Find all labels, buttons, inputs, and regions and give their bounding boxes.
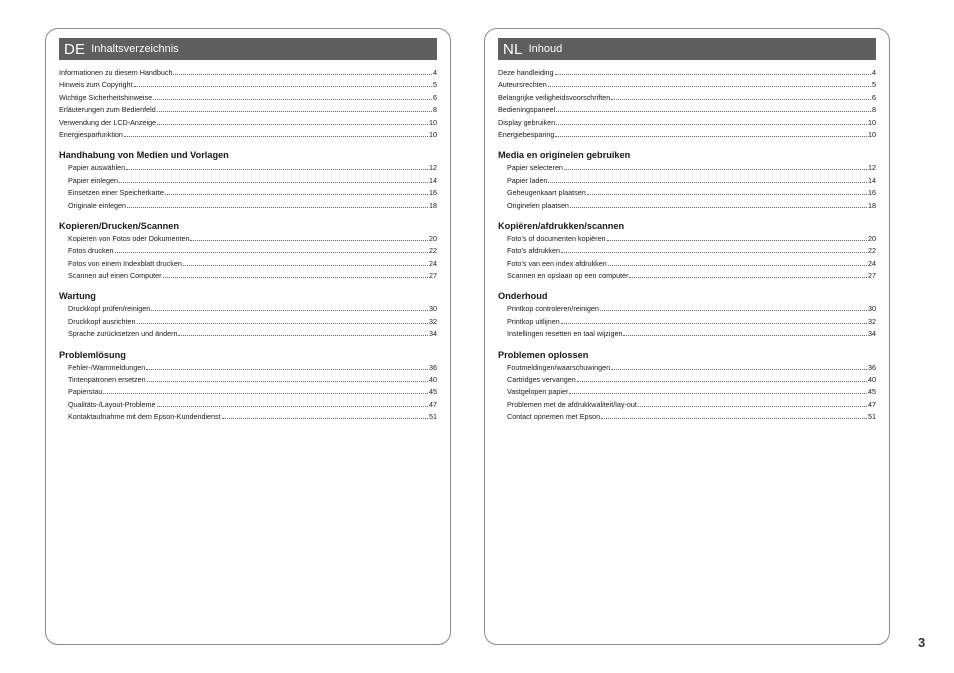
dot-leader xyxy=(555,68,871,75)
toc-entry-page: 24 xyxy=(868,258,876,268)
toc-entry[interactable] xyxy=(59,362,437,374)
toc-entry-page: 5 xyxy=(433,80,437,90)
toc-entry-page: 45 xyxy=(868,387,876,397)
toc-entry-page: 10 xyxy=(868,129,876,139)
toc-entry[interactable] xyxy=(59,399,437,411)
dot-leader xyxy=(124,130,428,137)
toc-entry-label: Belangrijke veiligheidsvoorschriften xyxy=(498,92,611,102)
toc-entry-label: Erläuterungen zum Bedienfeld xyxy=(59,105,156,115)
toc-entry-label: Qualitäts-/Layout-Probleme xyxy=(68,399,156,409)
toc-panel-nl xyxy=(484,28,890,645)
toc-entry-page: 24 xyxy=(429,258,437,268)
dot-leader xyxy=(222,412,428,419)
toc-entry-label: Geheugenkaart plaatsen xyxy=(507,188,586,198)
language-code: DE xyxy=(64,40,86,58)
toc-section-heading[interactable]: Problemlösung xyxy=(59,349,126,360)
toc-entry-page: 27 xyxy=(429,271,437,281)
dot-leader xyxy=(548,80,871,87)
toc-entry[interactable] xyxy=(498,129,876,141)
language-code: NL xyxy=(503,40,523,58)
dot-leader xyxy=(601,412,867,419)
dot-leader xyxy=(137,317,428,324)
dot-leader xyxy=(173,68,432,75)
dot-leader xyxy=(623,329,867,336)
toc-section-heading[interactable]: Problemen oplossen xyxy=(498,349,589,360)
toc-entry[interactable] xyxy=(59,162,437,174)
toc-entry-page: 6 xyxy=(433,92,437,102)
toc-entry-page: 16 xyxy=(868,188,876,198)
dot-leader xyxy=(157,105,432,112)
toc-entry-page: 18 xyxy=(429,200,437,210)
toc-entry[interactable] xyxy=(59,258,437,270)
toc-entry-label: Scannen auf einen Computer xyxy=(68,271,162,281)
toc-entry-label: Papier selecteren xyxy=(507,163,563,173)
toc-section-heading[interactable]: Handhabung von Medien und Vorlagen xyxy=(59,150,229,161)
toc-entry-label: Bedieningspaneel xyxy=(498,105,556,115)
toc-entry[interactable] xyxy=(498,258,876,270)
toc-entry-label: Papier laden xyxy=(507,175,548,185)
toc-entry-label: Cartridges vervangen xyxy=(507,375,576,385)
toc-entry-label: Fotos von einem Indexblatt drucken xyxy=(68,258,182,268)
toc-entry[interactable] xyxy=(498,386,876,398)
toc-entry-page: 51 xyxy=(868,412,876,422)
toc-entry-page: 14 xyxy=(868,175,876,185)
dot-leader xyxy=(577,375,867,382)
toc-header-nl xyxy=(498,38,876,60)
toc-entry[interactable] xyxy=(498,399,876,411)
toc-entry[interactable] xyxy=(498,187,876,199)
toc-entry-page: 40 xyxy=(429,375,437,385)
dot-leader xyxy=(548,176,867,183)
dot-leader xyxy=(153,93,432,100)
dot-leader xyxy=(151,304,428,311)
toc-entry-page: 32 xyxy=(868,316,876,326)
toc-entry-label: Energiebesparing xyxy=(498,129,555,139)
toc-entry[interactable] xyxy=(59,386,437,398)
toc-entry-page: 4 xyxy=(872,68,876,77)
dot-leader xyxy=(587,188,867,195)
toc-entry-page: 8 xyxy=(872,105,876,115)
toc-entry[interactable] xyxy=(59,411,437,423)
toc-entry[interactable] xyxy=(59,175,437,187)
toc-section-heading[interactable]: Kopieren/Drucken/Scannen xyxy=(59,220,179,231)
toc-entry[interactable] xyxy=(59,200,437,212)
toc-entry[interactable] xyxy=(498,200,876,212)
dot-leader xyxy=(163,271,428,278)
toc-entry[interactable] xyxy=(498,303,876,315)
toc-entry-label: Sprache zurücksetzen und ändern xyxy=(68,329,178,339)
toc-entry-page: 10 xyxy=(868,117,876,127)
toc-title: Inhaltsverzeichnis xyxy=(91,42,179,55)
toc-entry[interactable] xyxy=(59,117,437,129)
dot-leader xyxy=(126,163,428,170)
toc-entry[interactable] xyxy=(59,92,437,104)
toc-list-de xyxy=(59,67,437,424)
page-number: 3 xyxy=(918,635,926,650)
dot-leader xyxy=(157,400,429,407)
toc-entry-page: 10 xyxy=(429,129,437,139)
dot-leader xyxy=(600,304,867,311)
toc-entry[interactable] xyxy=(59,316,437,328)
dot-leader xyxy=(570,201,867,208)
toc-entry-label: Kontaktaufnahme mit dem Epson-Kundendienst xyxy=(68,412,221,422)
toc-entry[interactable] xyxy=(59,303,437,315)
toc-entry-page: 47 xyxy=(868,399,876,409)
toc-entry[interactable] xyxy=(59,270,437,282)
toc-entry-label: Wichtige Sicherheitshinweise xyxy=(59,92,153,102)
toc-entry[interactable] xyxy=(59,233,437,245)
toc-entry-label: Kopieren von Fotos oder Dokumenten xyxy=(68,233,190,243)
toc-entry-label: Instellingen resetten en taal wijzigen xyxy=(507,329,623,339)
toc-entry-label: Contact opnemen met Epson xyxy=(507,412,601,422)
toc-entry-page: 6 xyxy=(872,92,876,102)
toc-entry[interactable] xyxy=(59,67,437,79)
toc-entry-label: Foto’s of documenten kopiëren xyxy=(507,233,606,243)
toc-entry-label: Druckkopf ausrichten xyxy=(68,316,136,326)
dot-leader xyxy=(190,234,428,241)
toc-entry-page: 27 xyxy=(868,271,876,281)
toc-section-heading[interactable]: Kopiëren/afdrukken/scannen xyxy=(498,220,625,231)
toc-entry-label: Tintenpatronen ersetzen xyxy=(68,375,146,385)
toc-entry[interactable] xyxy=(498,245,876,257)
toc-entry[interactable] xyxy=(498,374,876,386)
toc-entry-label: Papierstau xyxy=(68,387,103,397)
dot-leader xyxy=(561,246,867,253)
dot-leader xyxy=(119,176,428,183)
toc-entry-page: 12 xyxy=(868,163,876,173)
dot-leader xyxy=(134,80,433,87)
toc-entry-label: Scannen en opslaan op een computer xyxy=(507,271,629,281)
toc-entry-label: Display gebruiken xyxy=(498,117,556,127)
toc-entry-label: Vastgelopen papier xyxy=(507,387,569,397)
toc-entry[interactable] xyxy=(59,129,437,141)
dot-leader xyxy=(607,234,867,241)
toc-entry-label: Foto’s van een index afdrukken xyxy=(507,258,607,268)
dot-leader xyxy=(611,363,867,370)
toc-entry-label: Problemen met de afdrukkwaliteit/lay-out xyxy=(507,399,637,409)
toc-entry[interactable] xyxy=(498,104,876,116)
dot-leader xyxy=(146,363,428,370)
dot-leader xyxy=(178,329,428,336)
toc-entry-page: 47 xyxy=(429,399,437,409)
toc-entry[interactable] xyxy=(59,104,437,116)
dot-leader xyxy=(165,188,428,195)
toc-entry-label: Originale einlegen xyxy=(68,200,126,210)
toc-entry-label: Papier auswählen xyxy=(68,163,126,173)
toc-entry-page: 4 xyxy=(433,68,437,77)
toc-entry-page: 20 xyxy=(868,233,876,243)
dot-leader xyxy=(103,387,428,394)
dot-leader xyxy=(157,118,428,125)
toc-entry[interactable] xyxy=(59,245,437,257)
toc-list-nl xyxy=(498,67,876,424)
toc-entry-page: 16 xyxy=(429,188,437,198)
toc-entry-label: Einsetzen einer Speicherkarte xyxy=(68,188,164,198)
toc-entry[interactable] xyxy=(498,162,876,174)
toc-entry-label: Fotos drucken xyxy=(68,246,114,256)
dot-leader xyxy=(611,93,871,100)
toc-entry[interactable] xyxy=(59,374,437,386)
toc-entry-page: 34 xyxy=(868,329,876,339)
toc-entry-label: Energiesparfunktion xyxy=(59,129,123,139)
toc-entry-label: Papier einlegen xyxy=(68,175,118,185)
toc-entry-label: Informationen zu diesem Handbuch xyxy=(59,68,173,77)
toc-entry[interactable] xyxy=(59,328,437,340)
toc-entry-label: Auteursrechten xyxy=(498,80,547,90)
toc-entry-label: Printkop uitlijnen xyxy=(507,316,560,326)
toc-entry[interactable] xyxy=(59,187,437,199)
toc-entry-label: Fehler-/Warnmeldungen xyxy=(68,362,146,372)
toc-entry[interactable] xyxy=(498,117,876,129)
toc-entry-page: 5 xyxy=(872,80,876,90)
toc-entry[interactable] xyxy=(498,175,876,187)
toc-entry-label: Foto’s afdrukken xyxy=(507,246,561,256)
toc-entry[interactable] xyxy=(498,270,876,282)
toc-entry-label: Verwendung der LCD-Anzeige xyxy=(59,117,157,127)
toc-entry[interactable] xyxy=(498,79,876,91)
toc-entry-page: 22 xyxy=(868,246,876,256)
toc-entry-page: 8 xyxy=(433,105,437,115)
toc-entry-label: Hinweis zum Copyright xyxy=(59,80,133,90)
toc-entry[interactable] xyxy=(498,67,876,79)
toc-entry-page: 10 xyxy=(429,117,437,127)
toc-entry-page: 36 xyxy=(429,362,437,372)
dot-leader xyxy=(569,387,867,394)
dot-leader xyxy=(556,118,867,125)
toc-entry-page: 45 xyxy=(429,387,437,397)
toc-section-heading[interactable]: Onderhoud xyxy=(498,291,548,302)
toc-header-de xyxy=(59,38,437,60)
dot-leader xyxy=(147,375,428,382)
toc-entry[interactable] xyxy=(498,362,876,374)
toc-entry-page: 32 xyxy=(429,316,437,326)
toc-entry[interactable] xyxy=(498,316,876,328)
toc-panel-de xyxy=(45,28,451,645)
toc-entry-label: Originelen plaatsen xyxy=(507,200,569,210)
toc-entry-label: Printkop controleren/reinigen xyxy=(507,304,599,314)
dot-leader xyxy=(629,271,867,278)
toc-entry-label: Druckkopf prüfen/reinigen xyxy=(68,304,151,314)
toc-entry[interactable] xyxy=(498,233,876,245)
toc-entry-page: 51 xyxy=(429,412,437,422)
toc-entry-page: 12 xyxy=(429,163,437,173)
toc-title: Inhoud xyxy=(528,42,563,55)
toc-entry[interactable] xyxy=(59,79,437,91)
toc-section-heading[interactable]: Media en originelen gebruiken xyxy=(498,150,631,161)
toc-entry-label: Deze handleiding xyxy=(498,68,554,77)
toc-entry[interactable] xyxy=(498,328,876,340)
toc-entry-page: 14 xyxy=(429,175,437,185)
dot-leader xyxy=(127,201,428,208)
dot-leader xyxy=(115,246,428,253)
dot-leader xyxy=(556,105,871,112)
toc-entry-page: 18 xyxy=(868,200,876,210)
toc-entry[interactable] xyxy=(498,411,876,423)
toc-entry-page: 22 xyxy=(429,246,437,256)
dot-leader xyxy=(183,259,428,266)
toc-entry-page: 30 xyxy=(429,304,437,314)
toc-entry-page: 34 xyxy=(429,329,437,339)
dot-leader xyxy=(564,163,867,170)
dot-leader xyxy=(555,130,867,137)
toc-section-heading[interactable]: Wartung xyxy=(59,291,96,302)
toc-entry-page: 20 xyxy=(429,233,437,243)
dot-leader xyxy=(561,317,867,324)
dot-leader xyxy=(608,259,867,266)
toc-entry-page: 36 xyxy=(868,362,876,372)
toc-entry-page: 40 xyxy=(868,375,876,385)
dot-leader xyxy=(638,400,867,407)
toc-entry-label: Foutmeldingen/waarschuwingen xyxy=(507,362,611,372)
toc-entry-page: 30 xyxy=(868,304,876,314)
toc-entry[interactable] xyxy=(498,92,876,104)
